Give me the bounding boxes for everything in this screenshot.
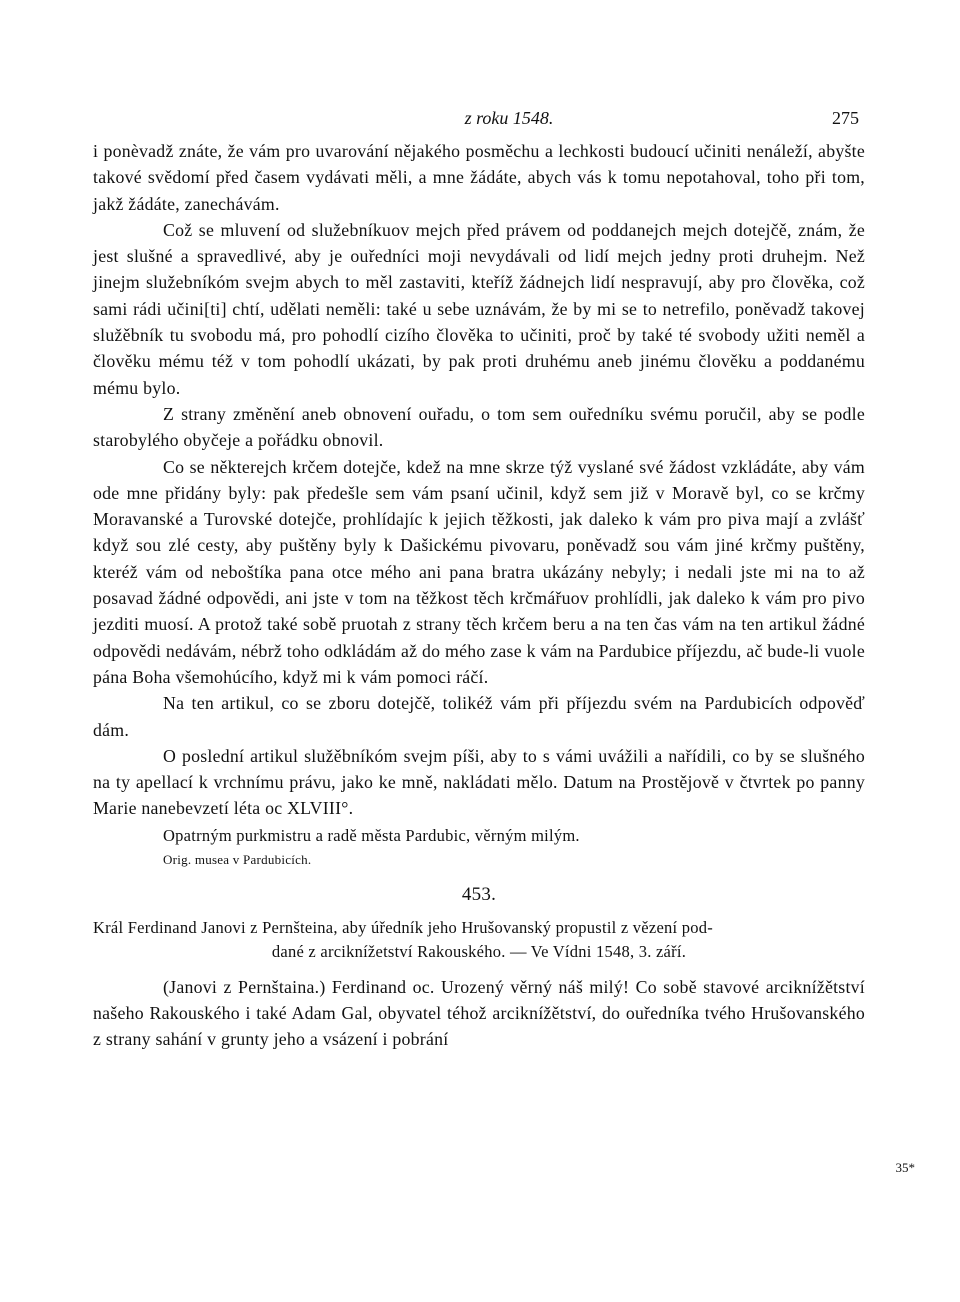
body-text [93, 138, 865, 1053]
page-header [93, 108, 865, 138]
paragraph: Což se mluvení od služebníkuov mejch před právem od poddanejch mejch dotejčě, znám, že jest slušné a spravedlivé, aby je ouředníci moji nevydávali od lidí mejch jedny proti druhejm. Než jinejm služebníkóm svejm abych to měl zastaviti, kteříž žádnejch lidí nespravují, aby pro člověka, což sami rádi učini[ti] chtí, udělati neměli: také u sebe uznávám, že by mi se to netrefilo, poněvadž takovej služěbník tu svobodu má, pro pohodlí cizího člověka to učiniti, proč by také té svobody užiti neměl a člověku mému též v tom pohodlí ukázati, by pak proti druhému aneb jinému člověku a poddanému mému bylo. [93, 219, 865, 398]
regest-line: Král Ferdinand Janovi z Pernšteina, aby úředník jeho Hrušovanský propustil z vězení pod- [93, 917, 713, 937]
regest-line: dané z arciknížetství Rakouského. — Ve Vídni 1548, 3. září. [271, 941, 687, 961]
paragraph: (Janovi z Pernštaina.) Ferdinand oc. Urozený věrný náš milý! Co sobě stavové arciknížětství našeho Rakouského i také Adam Gal, obyvatel téhož arciknížětství, do ouředníka tvého Hrušovanského z strany sahání v grunty jeho a vsázení i pobrání [93, 976, 865, 1050]
letter-address: Opatrným purkmistru a radě města Pardubic, věrným milým. [163, 825, 580, 845]
running-title: z roku 1548. [464, 108, 554, 128]
paragraph: Co se některejch krčem dotejče, kdež na mne skrze týž vyslané své žádost vzkládáte, aby vám ode mne přidány byly: pak předešle sem vám psaní učinil, když sem již v Moravě byl, co se krčmy Moravanské a Turovské dotejče, prohlídajíc k jejich těžkosti, jak daleko k vám pro piva mají a zvlášť když sou zlé cesty, aby puštěny byly k Dašickému pivovaru, poněvadž sou vám jiné krčmy puštěny, kteréž vám od neboštíka pana otce mého ani pana bratra ukázány nebyly; i nedali jste mi na to až posavad žádné odpovědi, ani jste v tom na těžkost těch krčmářuov prohlídli, jak daleko k vám pro pivo jezditi muosí. A protož také sobě pruotah z strany těch krčem beru a na ten čas vám na ten artikul žádné odpovědi nedávám, nébrž toho odkládám až do mého zase k vám na Pardubice příjezdu, ač bude-li vuole pána Boha všemohúcího, když mi k vám pomoci ráčí. [93, 456, 865, 687]
document-regest [93, 916, 865, 964]
page-number: 275 [832, 108, 859, 128]
paragraph: i ponèvadž znáte, že vám pro uvarování nějakého posměchu a lechkosti budoucí učiniti nenáleží, abyšte takové svědomí před časem vydávati měli, a mne žádáte, abych vás k tomu nepotahoval, toho při tom, jakž žádáte, zanechávám. [93, 141, 865, 214]
paragraph: O poslední artikul služěbníkóm svejm píši, aby to s vámi uvážili a nařídili, co by se slušného na ty apellací k vrchnímu právu, jako ke mně, nakládati mělo. Datum na Prostějově v čtvrtek po panny Marie nanebevzetí léta oc XLVIII°. [93, 745, 865, 819]
paragraph: Na ten artikul, co se zboru dotejčě, tolikéž vám při příjezdu svém na Pardubicích odpověď dám. [93, 693, 865, 740]
paragraph: Z strany změnění aneb obnovení ouřadu, o tom sem ouředníku svému poručil, aby se podle starobylého obyčeje a pořádku obnovil. [93, 403, 865, 451]
source-note: Orig. musea v Pardubicích. [163, 851, 312, 867]
signature-mark: 35* [895, 1160, 915, 1175]
document-page [93, 108, 865, 1053]
document-number: 453. [461, 883, 497, 905]
